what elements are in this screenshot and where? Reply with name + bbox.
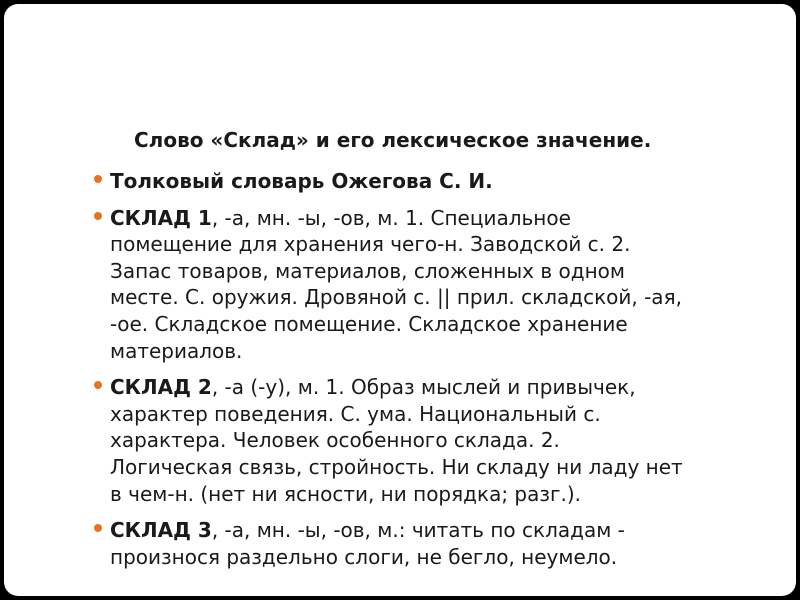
definition-text: , -а, мн. -ы, -ов, м.: читать по складам - xyxy=(211,518,625,543)
bullet-item-sklad-3 xyxy=(94,517,774,570)
definition-line: месте. С. оружия. Дровяной с. || прил. складской, -ая, xyxy=(110,285,682,310)
orange-bullet-icon xyxy=(94,212,102,220)
definition-line xyxy=(110,374,774,401)
definition-line: характер поведения. С. ума. Национальный с. xyxy=(110,401,601,426)
definition-line: -ое. Складское помещение. Складское хранение xyxy=(110,311,628,336)
bullet-item-dictionary xyxy=(94,168,774,195)
definition-line: Логическая связь, стройность. Ни складу ни ладу нет xyxy=(110,454,683,479)
slide-content xyxy=(94,164,774,570)
definition-line: помещение для хранения чего-н. Заводской с. 2. xyxy=(110,232,631,257)
orange-bullet-icon xyxy=(94,381,102,389)
bullet-item-sklad-1 xyxy=(94,205,774,365)
entry-term: СКЛАД 2 xyxy=(110,375,212,400)
dictionary-heading: Толковый словарь Ожегова С. И. xyxy=(110,169,493,193)
definition-text: , -а (-у), м. 1. Образ мыслей и привычек, xyxy=(211,375,636,400)
entry-term: СКЛАД 3 xyxy=(110,518,212,543)
definition-text: , -а, мн. -ы, -ов, м. 1. Специальное xyxy=(211,205,571,230)
definition-line: произнося раздельно слоги, не бегло, неумело. xyxy=(110,544,618,569)
slide-title: Слово «Склад» и его лексическое значение. xyxy=(134,128,652,152)
entry-term: СКЛАД 1 xyxy=(110,205,212,230)
slide xyxy=(4,4,796,596)
definition-line: Запас товаров, материалов, сложенных в одном xyxy=(110,258,625,283)
orange-bullet-icon xyxy=(94,175,102,183)
definition-line: материалов. xyxy=(110,338,243,363)
definition-line: характера. Человек особенного склада. 2. xyxy=(110,428,560,453)
definition-line xyxy=(110,205,774,232)
definition-line xyxy=(110,517,774,544)
bullet-item-sklad-2 xyxy=(94,374,774,507)
definition-line: в чем-н. (нет ни ясности, ни порядка; разг.). xyxy=(110,481,582,506)
orange-bullet-icon xyxy=(94,524,102,532)
